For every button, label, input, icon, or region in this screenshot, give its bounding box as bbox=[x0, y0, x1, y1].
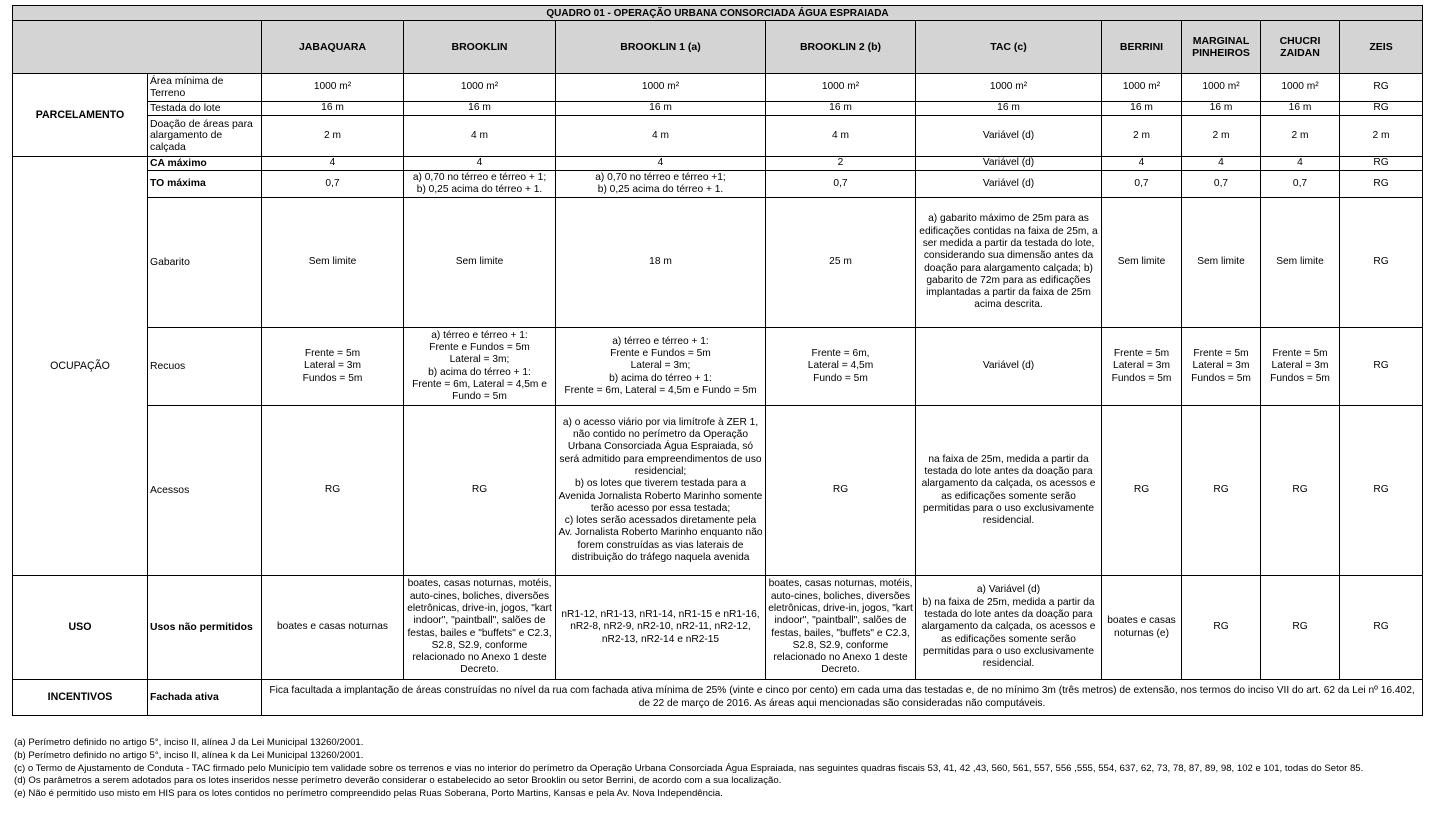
table-row bbox=[13, 198, 1423, 328]
column-header: TAC (c) bbox=[916, 21, 1102, 74]
table-cell: 1000 m² bbox=[766, 74, 916, 102]
column-header: CHUCRI ZAIDAN bbox=[1261, 21, 1340, 74]
table-cell: 25 m bbox=[766, 198, 916, 328]
table-cell: RG bbox=[1261, 576, 1340, 680]
table-cell: 2 m bbox=[1340, 116, 1423, 157]
table-cell: boates, casas noturnas, motéis, auto-cines, boliches, diversões eletrônicas, drive-in, jogos, "kart indoor", "paintball", salões de festas, bailes e "buffets" e C2.3, S2.8, S2.9, conforme relacionado no Anexo 1 deste Decreto. bbox=[404, 576, 556, 680]
table-cell: Frente = 5m Lateral = 3m Fundos = 5m bbox=[262, 328, 404, 406]
table-cell: RG bbox=[1261, 406, 1340, 576]
table-cell: 0,7 bbox=[1102, 171, 1182, 198]
table-cell: 4 m bbox=[556, 116, 766, 157]
table-cell: 0,7 bbox=[1261, 171, 1340, 198]
table-cell: RG bbox=[766, 406, 916, 576]
param-label: TO máxima bbox=[148, 171, 262, 198]
table-cell: 16 m bbox=[262, 102, 404, 116]
param-label: Testada do lote bbox=[148, 102, 262, 116]
group-label-ocupacao: OCUPAÇÃO bbox=[13, 157, 148, 576]
column-header: BERRINI bbox=[1102, 21, 1182, 74]
table-cell: 1000 m² bbox=[404, 74, 556, 102]
table-cell: 16 m bbox=[916, 102, 1102, 116]
table-cell: Variável (d) bbox=[916, 328, 1102, 406]
column-header: JABAQUARA bbox=[262, 21, 404, 74]
table-cell: RG bbox=[262, 406, 404, 576]
table-cell: 1000 m² bbox=[1102, 74, 1182, 102]
table-cell: RG bbox=[1340, 198, 1423, 328]
table-cell: boates, casas noturnas, motéis, auto-cines, boliches, diversões eletrônicas, drive-in, jogos, "kart indoor", "paintball", salões de festas, bailes, "buffets" e C2.3, S2.8, S2.9, conforme relacionado no Anexo 1 deste Decreto. bbox=[766, 576, 916, 680]
param-label: Área mínima de Terreno bbox=[148, 74, 262, 102]
table-row bbox=[13, 328, 1423, 406]
table-cell: 18 m bbox=[556, 198, 766, 328]
table-cell: a) térreo e térreo + 1: Frente e Fundos = 5m Lateral = 3m; b) acima do térreo + 1: Frente = 6m, Lateral = 4,5m e Fundo = 5m bbox=[556, 328, 766, 406]
table-cell: RG bbox=[1340, 171, 1423, 198]
table-cell: 16 m bbox=[1102, 102, 1182, 116]
table-cell: a) gabarito máximo de 25m para as edificações contidas na faixa de 25m, a ser medida a partir da testada do lote, considerando sua dimensão antes da doação para alargamento calçada; b) gabarito de 72m para as edificações implantadas a partir da faixa de 25m acima descrita. bbox=[916, 198, 1102, 328]
column-header: BROOKLIN bbox=[404, 21, 556, 74]
table-cell: 4 bbox=[262, 157, 404, 171]
table-cell: a) o acesso viário por via limítrofe à ZER 1, não contido no perímetro da Operação Urbana Consorciada Água Espraiada, só será admitido para empreendimentos de uso residencial; b) os lotes que tiverem testada para a Avenida Jornalista Roberto Marinho somente terão acesso por essa testada; c) lotes serão acessados diretamente pela Av. Jornalista Roberto Marinho enquanto não forem construídas as vias laterais de distribuição do tráfego naquela avenida bbox=[556, 406, 766, 576]
table-cell: 4 bbox=[556, 157, 766, 171]
table-cell: nR1-12, nR1-13, nR1-14, nR1-15 e nR1-16, nR2-8, nR2-9, nR2-10, nR2-11, nR2-12, nR2-13, nR2-14 e nR2-15 bbox=[556, 576, 766, 680]
header-blank bbox=[13, 21, 262, 74]
table-cell: a) Variável (d) b) na faixa de 25m, medida a partir da testada do lote antes da doação para alargamento da calçada, os acessos e as edificações somente serão permitidas para o uso exclusivamente residencial. bbox=[916, 576, 1102, 680]
table-cell: RG bbox=[1340, 328, 1423, 406]
table-cell: Sem limite bbox=[1182, 198, 1261, 328]
table-cell: Sem limite bbox=[404, 198, 556, 328]
table-cell: Variável (d) bbox=[916, 116, 1102, 157]
column-header: ZEIS bbox=[1340, 21, 1423, 74]
table-cell: Sem limite bbox=[1261, 198, 1340, 328]
param-label: Acessos bbox=[148, 406, 262, 576]
table-cell: boates e casas noturnas bbox=[262, 576, 404, 680]
table-cell: RG bbox=[1182, 576, 1261, 680]
table-cell: 4 m bbox=[404, 116, 556, 157]
column-header: MARGINAL PINHEIROS bbox=[1182, 21, 1261, 74]
table-cell: 2 m bbox=[1182, 116, 1261, 157]
table-cell: RG bbox=[1182, 406, 1261, 576]
table-row bbox=[13, 406, 1423, 576]
table-cell: 2 m bbox=[262, 116, 404, 157]
table-cell: 0,7 bbox=[766, 171, 916, 198]
table-cell: 0,7 bbox=[1182, 171, 1261, 198]
table-cell: 4 bbox=[1182, 157, 1261, 171]
table-cell: na faixa de 25m, medida a partir da testada do lote antes da doação para alargamento da calçada, os acessos e as edificações somente serão permitidas para o uso exclusivamente residencial. bbox=[916, 406, 1102, 576]
table-row bbox=[13, 576, 1423, 680]
footnote: (d) Os parâmetros a serem adotados para os lotes inseridos nesse perímetro deverão considerar o estabelecido ao setor Brooklin ou setor Berrini, de acordo com a sua localização. bbox=[14, 775, 782, 787]
table-cell: RG bbox=[404, 406, 556, 576]
table-cell: 16 m bbox=[404, 102, 556, 116]
table-cell: Frente = 5m Lateral = 3m Fundos = 5m bbox=[1261, 328, 1340, 406]
table-cell: 2 m bbox=[1261, 116, 1340, 157]
table-cell: RG bbox=[1340, 157, 1423, 171]
table-cell: 2 m bbox=[1102, 116, 1182, 157]
fachada-ativa-text: Fica facultada a implantação de áreas construídas no nível da rua com fachada ativa mínima de 25% (vinte e cinco por cento) em cada uma das testadas e, de no mínimo 3m (três metros) de extensão, nos termos do inciso VII do art. 62 da Lei nº 16.402, de 22 de março de 2016. As áreas aqui mencionadas são consideradas não computáveis. bbox=[262, 680, 1423, 716]
table-cell: Frente = 5m Lateral = 3m Fundos = 5m bbox=[1182, 328, 1261, 406]
table-cell: 4 bbox=[1102, 157, 1182, 171]
table-cell: Variável (d) bbox=[916, 171, 1102, 198]
table-row bbox=[13, 680, 1423, 716]
table-row bbox=[13, 116, 1423, 157]
table-cell: Variável (d) bbox=[916, 157, 1102, 171]
table-cell: 0,7 bbox=[262, 171, 404, 198]
column-header: BROOKLIN 1 (a) bbox=[556, 21, 766, 74]
footnote: (e) Não é permitido uso misto em HIS para os lotes contidos no perímetro compreendido pelas Ruas Soberana, Porto Martins, Kansas e pela Av. Nova Independência. bbox=[14, 788, 723, 800]
table-cell: 4 bbox=[404, 157, 556, 171]
table-cell: Frente = 6m, Lateral = 4,5m Fundo = 5m bbox=[766, 328, 916, 406]
table-cell: 1000 m² bbox=[916, 74, 1102, 102]
table-cell: RG bbox=[1340, 102, 1423, 116]
table-cell: Sem limite bbox=[1102, 198, 1182, 328]
table-row bbox=[13, 102, 1423, 116]
table-cell: RG bbox=[1340, 406, 1423, 576]
table-cell: RG bbox=[1340, 576, 1423, 680]
param-label: Usos não permitidos bbox=[148, 576, 262, 680]
footnote: (b) Perímetro definido no artigo 5°, inciso II, alínea k da Lei Municipal 13260/2001. bbox=[14, 749, 364, 761]
table-cell: a) térreo e térreo + 1: Frente e Fundos = 5m Lateral = 3m; b) acima do térreo + 1: Frente = 6m, Lateral = 4,5m e Fundo = 5m bbox=[404, 328, 556, 406]
param-label: CA máximo bbox=[148, 157, 262, 171]
table-cell: 16 m bbox=[556, 102, 766, 116]
table-cell: 1000 m² bbox=[556, 74, 766, 102]
table-cell: Sem limite bbox=[262, 198, 404, 328]
table-row bbox=[13, 74, 1423, 102]
param-label: Gabarito bbox=[148, 198, 262, 328]
table-cell: 1000 m² bbox=[1261, 74, 1340, 102]
table-row bbox=[13, 171, 1423, 198]
table-cell: 4 m bbox=[766, 116, 916, 157]
column-header: BROOKLIN 2 (b) bbox=[766, 21, 916, 74]
footnote: (c) o Termo de Ajustamento de Conduta - TAC firmado pelo Município tem validade sobre os terrenos e vias no interior do perímetro da Operação Urbana Consorciada Água Espraiada, nas seguintes quadras fiscais 53, 41, 42 ,43, 560, 561, 557, 556 ,555, 554, 637, 62, 73, 78, 87, 89, 98, 102 e 101, todas do Setor 85. bbox=[14, 762, 1364, 774]
table-cell: 4 bbox=[1261, 157, 1340, 171]
table-cell: 1000 m² bbox=[262, 74, 404, 102]
table-cell: 1000 m² bbox=[1182, 74, 1261, 102]
param-label: Doação de áreas para alargamento de calçada bbox=[148, 116, 262, 157]
param-label: Fachada ativa bbox=[148, 680, 262, 716]
table-cell: 16 m bbox=[1261, 102, 1340, 116]
footnotes bbox=[14, 737, 1419, 801]
footnote: (a) Perímetro definido no artigo 5°, inciso II, alínea J da Lei Municipal 13260/2001. bbox=[14, 737, 364, 748]
table-cell: boates e casas noturnas (e) bbox=[1102, 576, 1182, 680]
table-title: QUADRO 01 - OPERAÇÃO URBANA CONSORCIADA ÁGUA ESPRAIADA bbox=[13, 6, 1423, 21]
table-cell: a) 0,70 no térreo e térreo +1; b) 0,25 acima do térreo + 1. bbox=[556, 171, 766, 198]
table-cell: 16 m bbox=[1182, 102, 1261, 116]
quadro-table bbox=[12, 5, 1423, 716]
table-cell: 2 bbox=[766, 157, 916, 171]
group-label-uso: USO bbox=[13, 576, 148, 680]
table-cell: RG bbox=[1340, 74, 1423, 102]
table-row bbox=[13, 157, 1423, 171]
table-cell: 16 m bbox=[766, 102, 916, 116]
table-cell: Frente = 5m Lateral = 3m Fundos = 5m bbox=[1102, 328, 1182, 406]
table-cell: a) 0,70 no térreo e térreo + 1; b) 0,25 acima do térreo + 1. bbox=[404, 171, 556, 198]
group-label-incentivos: INCENTIVOS bbox=[13, 680, 148, 716]
table-cell: RG bbox=[1102, 406, 1182, 576]
group-label-parcelamento: PARCELAMENTO bbox=[13, 74, 148, 157]
param-label: Recuos bbox=[148, 328, 262, 406]
